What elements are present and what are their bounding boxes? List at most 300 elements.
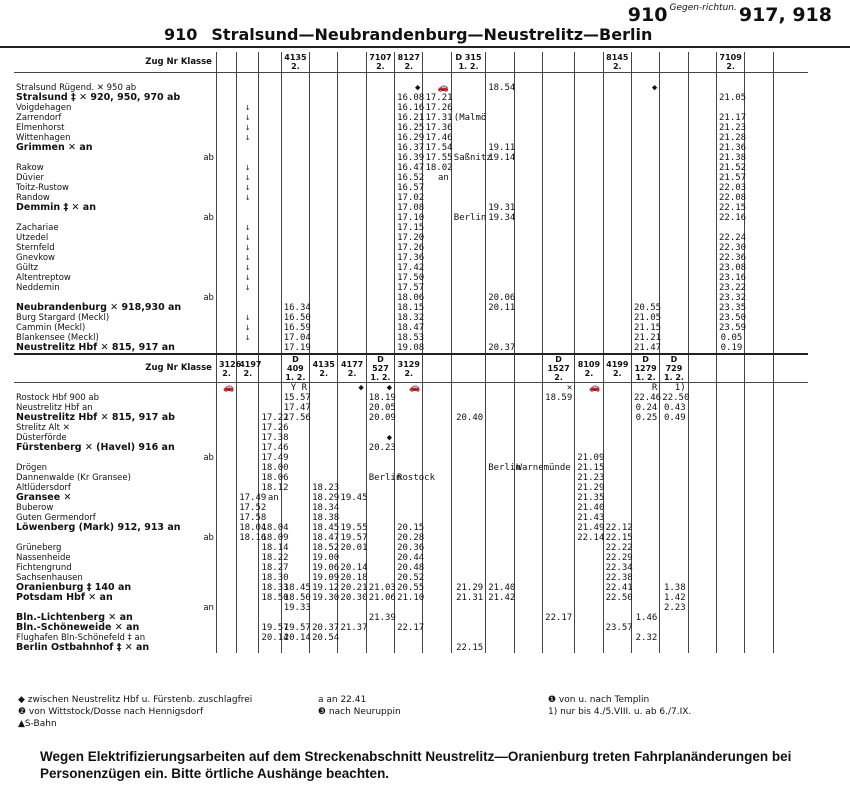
time-cell xyxy=(216,463,236,473)
time-cell: 17.50 xyxy=(395,273,423,283)
time-cell xyxy=(423,283,451,293)
time-cell xyxy=(542,643,574,653)
time-cell xyxy=(688,163,716,173)
time-cell xyxy=(259,93,281,103)
time-cell: 18.30 xyxy=(259,573,281,583)
time-cell xyxy=(486,313,514,323)
station-name: Neustrelitz Hbf an xyxy=(16,403,93,413)
station-name: Düsterförde xyxy=(16,433,67,443)
time-cell xyxy=(216,233,236,243)
station-name: Sachsenhausen xyxy=(16,573,83,583)
time-cell: ↓ xyxy=(237,183,259,193)
time-cell xyxy=(281,133,309,143)
time-cell xyxy=(216,133,236,143)
time-cell xyxy=(259,163,281,173)
time-cell xyxy=(259,103,281,113)
time-cell: 18.16 xyxy=(237,533,259,543)
time-cell: 19.08 xyxy=(395,343,423,354)
time-cell xyxy=(486,453,514,463)
time-cell xyxy=(259,153,281,163)
time-cell xyxy=(237,573,259,583)
time-cell: 22.22 xyxy=(603,543,631,553)
station-name: Neubrandenburg ✕ 918,930 an xyxy=(16,302,182,313)
time-cell xyxy=(542,163,574,173)
time-cell xyxy=(745,123,773,133)
time-cell xyxy=(575,433,603,443)
time-cell xyxy=(338,343,366,354)
time-cell xyxy=(259,313,281,323)
time-cell xyxy=(486,73,514,84)
time-cell: 21.35 xyxy=(575,493,603,503)
time-cell xyxy=(237,623,259,633)
time-cell: 21.05 xyxy=(631,313,659,323)
time-cell: 23.35 xyxy=(716,303,744,313)
time-cell xyxy=(237,303,259,313)
time-cell xyxy=(575,613,603,623)
time-cell xyxy=(486,93,514,103)
time-cell xyxy=(216,153,236,163)
timetable-row xyxy=(14,443,836,453)
time-cell xyxy=(514,303,542,313)
time-cell: 23.22 xyxy=(716,283,744,293)
time-cell xyxy=(423,263,451,273)
time-cell xyxy=(338,193,366,203)
time-cell xyxy=(745,453,773,463)
time-cell: ↓ xyxy=(237,273,259,283)
station-name: Rostock Hbf 900 ab xyxy=(16,393,99,403)
time-cell: 18.00 xyxy=(259,463,281,473)
time-cell xyxy=(603,503,631,513)
time-cell xyxy=(688,333,716,343)
time-cell xyxy=(514,483,542,493)
time-cell: 🚗 xyxy=(575,383,603,394)
time-cell xyxy=(423,553,451,563)
time-cell xyxy=(603,153,631,163)
time-cell xyxy=(366,203,394,213)
time-cell xyxy=(716,73,744,84)
time-cell xyxy=(338,52,366,73)
time-cell xyxy=(310,643,338,653)
time-cell xyxy=(366,263,394,273)
time-cell: 19.12 xyxy=(310,583,338,593)
time-cell xyxy=(745,93,773,103)
timetable-row xyxy=(14,593,836,603)
station-name: Neustrelitz Hbf ✕ 815, 917 ab xyxy=(16,412,175,423)
time-cell xyxy=(310,253,338,263)
time-cell xyxy=(216,223,236,233)
time-cell xyxy=(451,513,485,523)
time-cell xyxy=(745,73,773,84)
time-cell: Berlin xyxy=(366,473,394,483)
time-cell: 22.41 xyxy=(603,583,631,593)
time-cell xyxy=(773,473,807,483)
time-cell xyxy=(603,403,631,413)
time-cell: 21.03 xyxy=(366,583,394,593)
time-cell xyxy=(216,163,236,173)
time-cell xyxy=(745,643,773,653)
time-cell xyxy=(310,143,338,153)
time-cell xyxy=(773,213,807,223)
time-cell: 21.17 xyxy=(716,113,744,123)
time-cell xyxy=(542,103,574,113)
time-cell xyxy=(660,253,688,263)
time-cell xyxy=(773,163,807,173)
time-cell xyxy=(603,183,631,193)
timetable-row xyxy=(14,553,836,563)
time-cell xyxy=(451,443,485,453)
time-cell xyxy=(486,543,514,553)
time-cell: 19.33 xyxy=(281,603,309,613)
time-cell xyxy=(366,83,394,93)
time-cell xyxy=(660,333,688,343)
time-cell xyxy=(603,603,631,613)
time-cell xyxy=(575,243,603,253)
time-cell: 18.38 xyxy=(310,513,338,523)
timetable-title xyxy=(164,25,652,44)
time-cell xyxy=(773,593,807,603)
time-cell xyxy=(281,503,309,513)
timetable-row xyxy=(14,533,836,543)
time-cell: 17.15 xyxy=(395,223,423,233)
time-cell xyxy=(688,223,716,233)
time-cell xyxy=(773,643,807,653)
time-cell: 19.34 xyxy=(486,213,514,223)
time-cell: 20.30 xyxy=(338,593,366,603)
time-cell xyxy=(542,483,574,493)
time-cell xyxy=(216,553,236,563)
time-cell xyxy=(259,613,281,623)
time-cell: Warnemünde xyxy=(514,463,542,473)
time-cell xyxy=(716,354,744,383)
time-cell xyxy=(514,143,542,153)
time-cell xyxy=(773,354,807,383)
time-cell xyxy=(660,503,688,513)
time-cell xyxy=(603,393,631,403)
time-cell xyxy=(631,123,659,133)
time-cell: 3129 2. xyxy=(395,354,423,383)
time-cell xyxy=(603,103,631,113)
time-cell xyxy=(716,503,744,513)
time-cell xyxy=(631,523,659,533)
time-cell xyxy=(514,473,542,483)
time-cell: 21.05 xyxy=(716,93,744,103)
time-cell xyxy=(486,133,514,143)
time-cell xyxy=(773,123,807,133)
time-cell xyxy=(773,483,807,493)
station-name: Randow xyxy=(16,193,50,203)
time-cell xyxy=(745,303,773,313)
time-cell xyxy=(575,193,603,203)
time-cell xyxy=(514,583,542,593)
time-cell: 23.57 xyxy=(603,623,631,633)
time-cell xyxy=(423,313,451,323)
time-cell xyxy=(310,52,338,73)
timetable-row xyxy=(14,223,836,233)
time-cell xyxy=(281,283,309,293)
time-cell xyxy=(773,103,807,113)
time-cell xyxy=(216,563,236,573)
time-cell xyxy=(423,303,451,313)
time-cell xyxy=(631,133,659,143)
time-cell xyxy=(773,323,807,333)
time-cell xyxy=(216,203,236,213)
time-cell xyxy=(338,213,366,223)
time-cell xyxy=(395,433,423,443)
time-cell xyxy=(514,173,542,183)
time-cell xyxy=(216,403,236,413)
time-cell xyxy=(745,83,773,93)
time-cell xyxy=(338,223,366,233)
time-cell xyxy=(281,293,309,303)
time-cell xyxy=(366,163,394,173)
time-cell: 18.33 xyxy=(259,583,281,593)
timetable-row xyxy=(14,123,836,133)
time-cell xyxy=(310,393,338,403)
time-cell: 22.36 xyxy=(716,253,744,263)
time-cell xyxy=(603,493,631,503)
time-cell: 18.19 xyxy=(366,393,394,403)
timetable-row xyxy=(14,113,836,123)
time-cell xyxy=(603,383,631,394)
time-cell xyxy=(338,273,366,283)
time-cell xyxy=(745,613,773,623)
time-cell xyxy=(216,183,236,193)
timetable-row xyxy=(14,473,836,483)
time-cell xyxy=(216,333,236,343)
time-cell: 20.36 xyxy=(395,543,423,553)
time-cell xyxy=(423,333,451,343)
time-cell xyxy=(451,433,485,443)
time-cell xyxy=(631,433,659,443)
time-cell: ↓ xyxy=(237,193,259,203)
time-cell xyxy=(716,403,744,413)
time-cell xyxy=(216,323,236,333)
time-cell: 21.49 xyxy=(575,523,603,533)
time-cell: 22.17 xyxy=(395,623,423,633)
time-cell: 22.50 xyxy=(603,593,631,603)
time-cell xyxy=(575,253,603,263)
time-cell xyxy=(745,323,773,333)
time-cell xyxy=(745,273,773,283)
time-cell xyxy=(745,293,773,303)
time-cell xyxy=(575,303,603,313)
time-cell xyxy=(631,603,659,613)
time-cell xyxy=(688,613,716,623)
time-cell: 16.37 xyxy=(395,143,423,153)
time-cell xyxy=(451,243,485,253)
time-cell xyxy=(603,263,631,273)
time-cell xyxy=(688,543,716,553)
time-cell: 18.14 xyxy=(259,543,281,553)
time-cell xyxy=(366,463,394,473)
time-cell xyxy=(237,603,259,613)
time-cell xyxy=(660,453,688,463)
time-cell xyxy=(216,143,236,153)
time-cell xyxy=(514,183,542,193)
time-cell xyxy=(281,643,309,653)
time-cell xyxy=(660,443,688,453)
time-cell xyxy=(542,133,574,143)
time-cell: 8127 2. xyxy=(395,52,423,73)
time-cell xyxy=(631,593,659,603)
timetable-row xyxy=(14,103,836,113)
time-cell: 22.50 xyxy=(660,393,688,403)
time-cell xyxy=(310,313,338,323)
time-cell xyxy=(660,293,688,303)
time-cell xyxy=(366,293,394,303)
time-cell xyxy=(514,603,542,613)
time-cell xyxy=(423,543,451,553)
time-cell: 21.52 xyxy=(716,163,744,173)
time-cell xyxy=(366,623,394,633)
time-cell xyxy=(216,193,236,203)
time-cell: 0.25 xyxy=(631,413,659,423)
time-cell xyxy=(451,633,485,643)
time-cell xyxy=(451,263,485,273)
time-cell xyxy=(660,643,688,653)
time-cell xyxy=(773,52,807,73)
time-cell xyxy=(688,313,716,323)
time-cell xyxy=(514,354,542,383)
time-cell: Y R xyxy=(281,383,309,394)
time-cell xyxy=(773,243,807,253)
time-cell: ↓ xyxy=(237,163,259,173)
time-cell xyxy=(603,283,631,293)
time-cell xyxy=(631,443,659,453)
time-cell xyxy=(338,453,366,463)
time-cell xyxy=(688,303,716,313)
time-cell xyxy=(716,583,744,593)
time-cell xyxy=(773,513,807,523)
time-cell xyxy=(575,133,603,143)
time-cell: 21.23 xyxy=(716,123,744,133)
time-cell xyxy=(773,633,807,643)
time-cell xyxy=(423,503,451,513)
station-name: Buberow xyxy=(16,503,54,513)
time-cell xyxy=(514,543,542,553)
time-cell: ◆ xyxy=(631,83,659,93)
time-cell xyxy=(631,553,659,563)
time-cell: 18.09 xyxy=(259,533,281,543)
time-cell xyxy=(310,83,338,93)
time-cell: D 409 1. 2. xyxy=(281,354,309,383)
time-cell: ↓ xyxy=(237,333,259,343)
time-cell xyxy=(514,313,542,323)
timetable-row xyxy=(14,253,836,263)
time-cell xyxy=(486,333,514,343)
time-cell: an xyxy=(423,173,451,183)
time-cell xyxy=(542,433,574,443)
time-cell xyxy=(423,253,451,263)
time-cell xyxy=(237,343,259,354)
time-cell xyxy=(688,83,716,93)
footnote: ◆ zwischen Neustrelitz Hbf u. Fürstenb. zuschlagfrei xyxy=(18,695,253,705)
time-cell xyxy=(281,203,309,213)
time-cell xyxy=(514,83,542,93)
time-cell: 21.40 xyxy=(486,583,514,593)
time-cell: 7107 2. xyxy=(366,52,394,73)
time-cell xyxy=(310,613,338,623)
time-cell: 0.49 xyxy=(660,413,688,423)
time-cell: 16.47 xyxy=(395,163,423,173)
timetable-row xyxy=(14,93,836,103)
time-cell xyxy=(216,243,236,253)
time-cell: 20.15 xyxy=(395,523,423,533)
time-cell xyxy=(366,633,394,643)
time-cell xyxy=(575,213,603,223)
time-cell xyxy=(660,193,688,203)
time-cell xyxy=(366,103,394,113)
time-cell xyxy=(338,503,366,513)
time-cell: 20.40 xyxy=(451,413,485,423)
time-cell xyxy=(338,513,366,523)
time-cell: 17.52 xyxy=(237,503,259,513)
time-cell: 21.06 xyxy=(366,593,394,603)
time-cell xyxy=(542,73,574,84)
station-name: ab xyxy=(203,293,214,303)
time-cell xyxy=(631,563,659,573)
time-cell xyxy=(366,533,394,543)
time-cell xyxy=(542,333,574,343)
time-cell xyxy=(745,493,773,503)
time-cell xyxy=(310,243,338,253)
time-cell xyxy=(451,503,485,513)
time-cell: D 729 1. 2. xyxy=(660,354,688,383)
time-cell: 17.08 xyxy=(395,203,423,213)
time-cell xyxy=(216,293,236,303)
time-cell xyxy=(366,453,394,463)
time-cell xyxy=(338,73,366,84)
time-cell xyxy=(338,313,366,323)
time-cell xyxy=(338,463,366,473)
time-cell xyxy=(338,243,366,253)
time-cell: 20.37 xyxy=(486,343,514,354)
time-cell: 8145 2. xyxy=(603,52,631,73)
time-cell xyxy=(688,393,716,403)
time-cell: 19.55 xyxy=(338,523,366,533)
time-cell xyxy=(486,633,514,643)
time-cell: 20.55 xyxy=(631,303,659,313)
time-cell: 17.46 xyxy=(259,443,281,453)
time-cell xyxy=(575,403,603,413)
time-cell: 20.37 xyxy=(310,623,338,633)
time-cell: 23.59 xyxy=(716,323,744,333)
time-cell xyxy=(259,213,281,223)
time-cell xyxy=(716,433,744,443)
route-title: Stralsund—Neubrandenburg—Neustrelitz—Berlin xyxy=(211,25,653,44)
time-cell xyxy=(423,573,451,583)
station-name: Dannenwalde (Kr Gransee) xyxy=(16,473,131,483)
time-cell xyxy=(216,393,236,403)
time-cell: 18.54 xyxy=(486,83,514,93)
time-cell xyxy=(688,513,716,523)
time-cell xyxy=(603,253,631,263)
time-cell xyxy=(542,253,574,263)
time-cell xyxy=(451,523,485,533)
station-name: Cammin (Meckl) xyxy=(16,323,86,333)
time-cell xyxy=(688,183,716,193)
time-cell xyxy=(514,413,542,423)
time-cell xyxy=(660,473,688,483)
time-cell xyxy=(660,223,688,233)
time-cell xyxy=(216,603,236,613)
time-cell xyxy=(603,163,631,173)
time-cell: 🚗 xyxy=(423,83,451,93)
time-cell xyxy=(216,493,236,503)
time-cell xyxy=(542,183,574,193)
timetable-row xyxy=(14,163,836,173)
time-cell xyxy=(773,263,807,273)
